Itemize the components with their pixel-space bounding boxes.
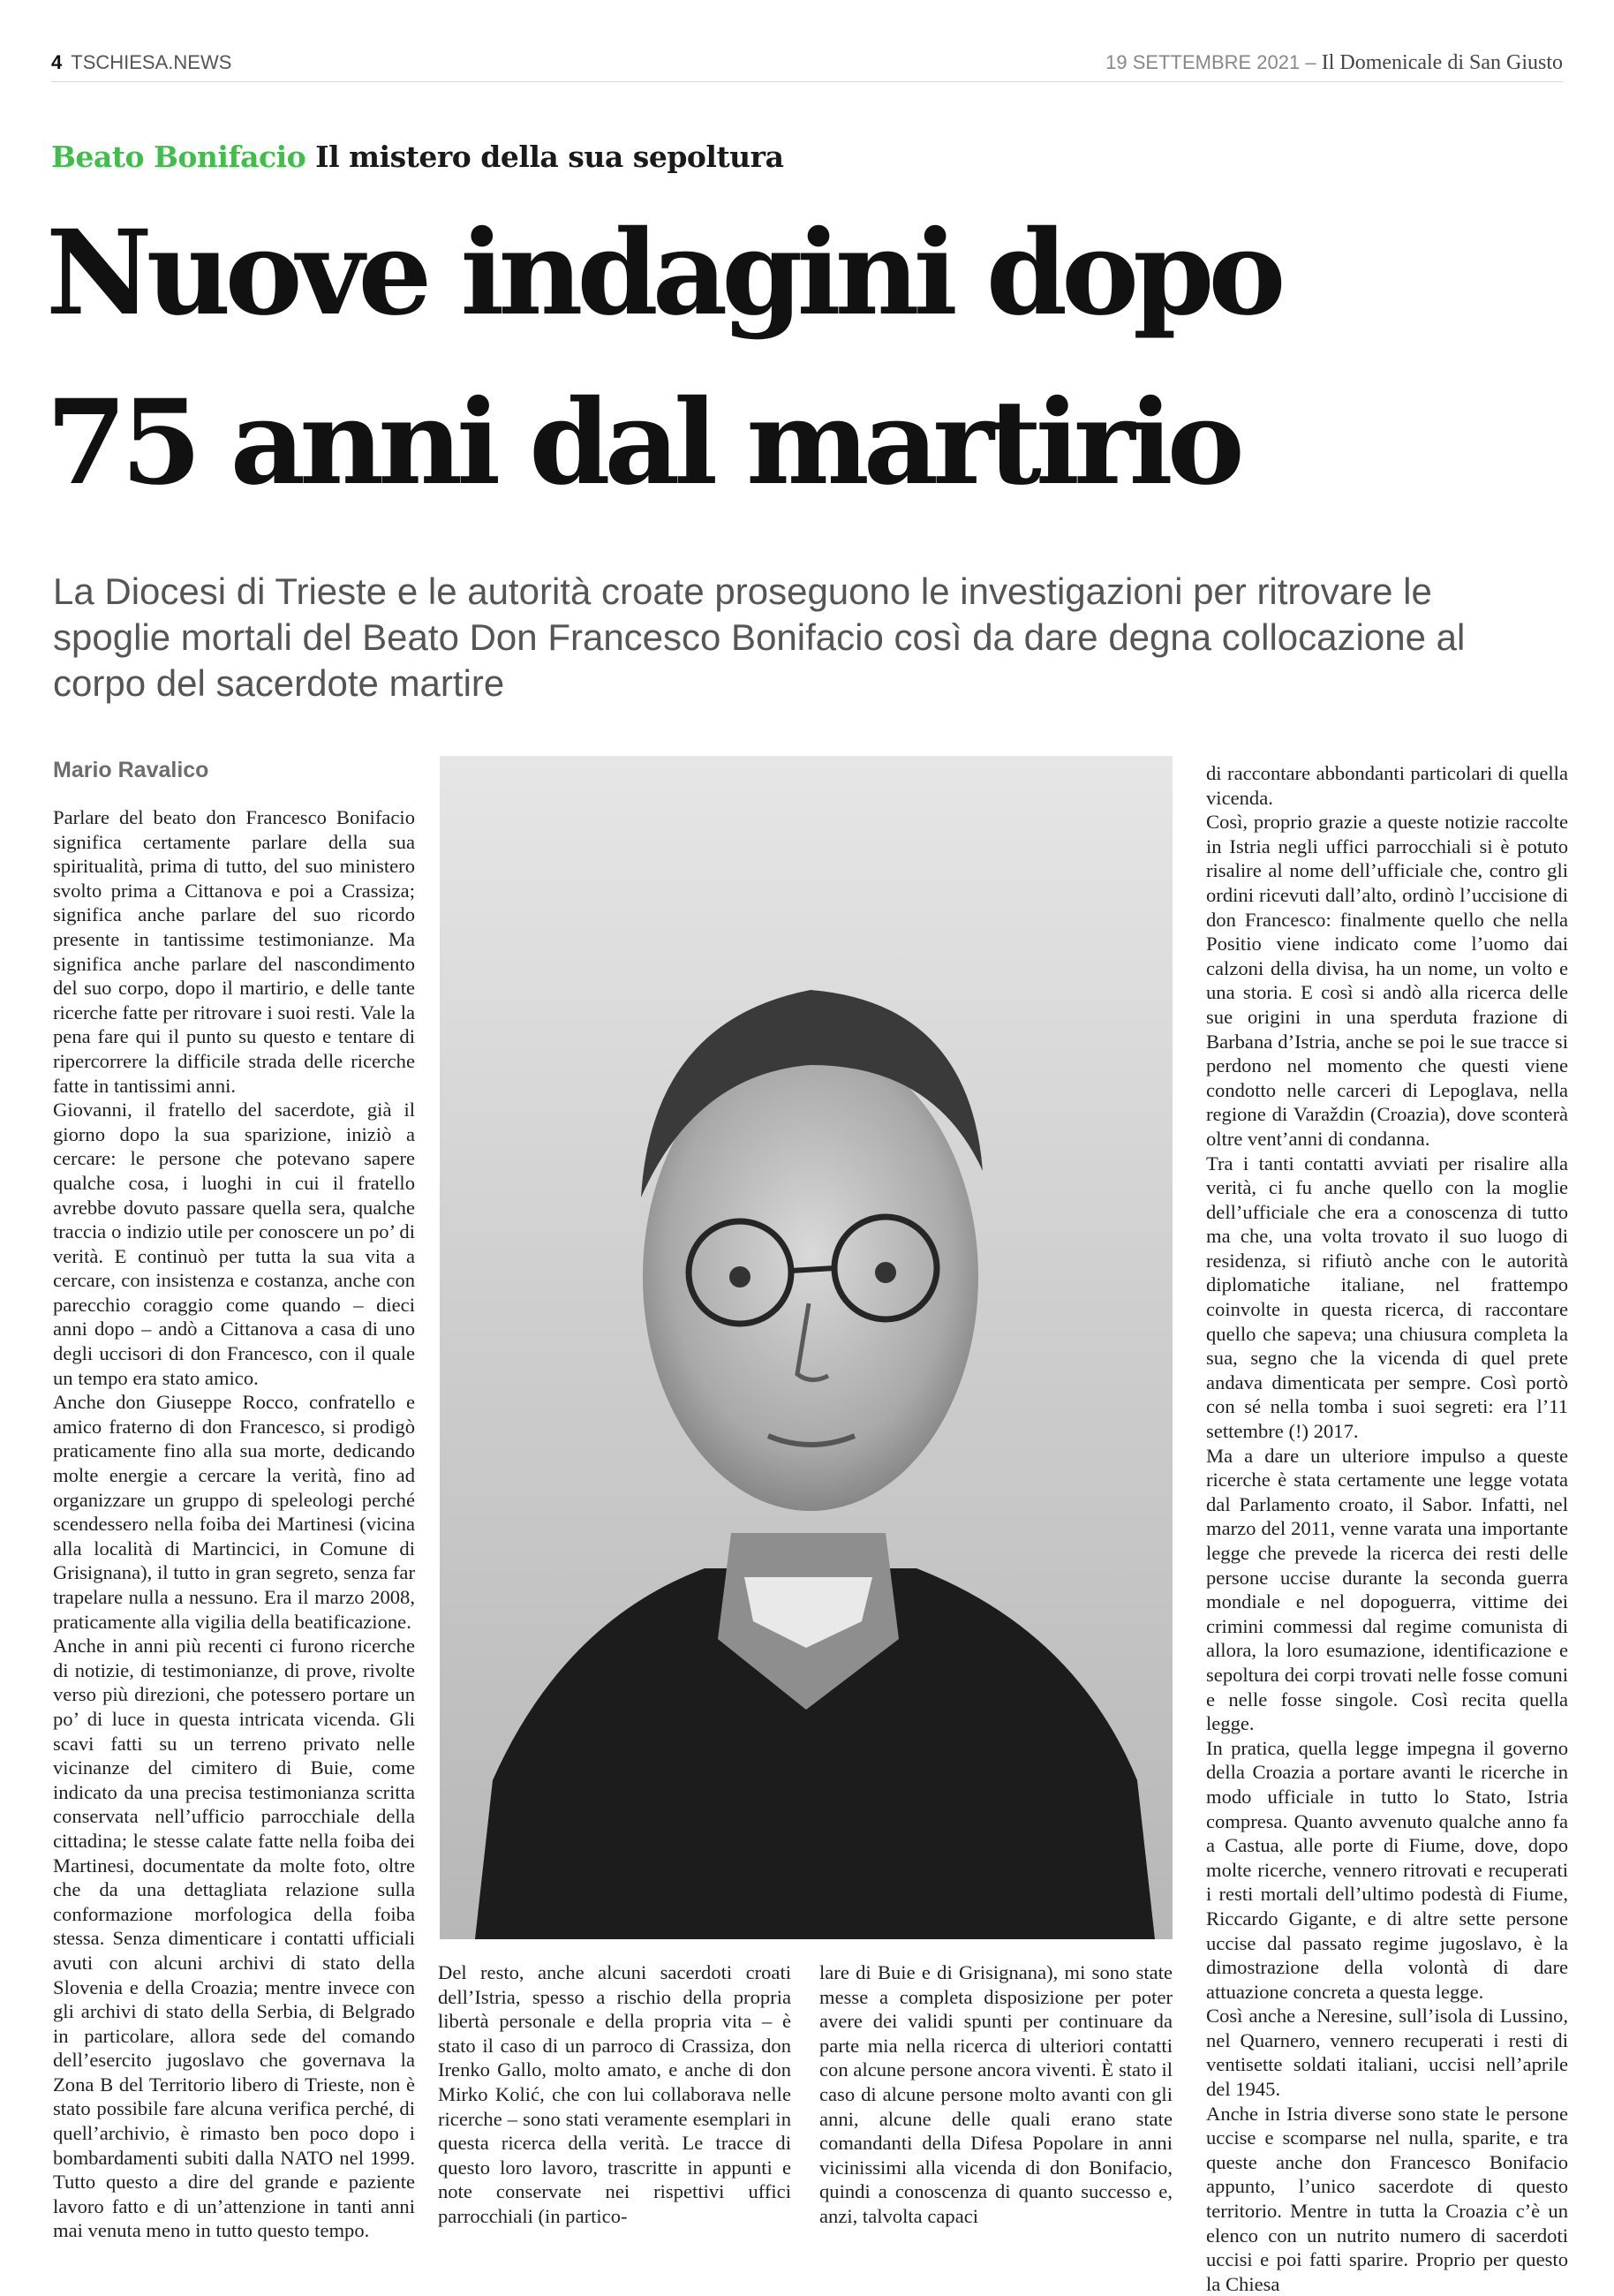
paragraph: Ma a dare un ulteriore impulso a queste ricerche è stata certamente une legge votata dal Parlamento croato, il Sabor. Infatti, nel marzo del 2011, venne varata una importante legge che prevede la ricerca dei resti delle persone uccise durante la seconda guerra mondiale e nel dopoguerra, vittime dei crimini commessi dal regime comunista di allora, la loro esumazione, identificazione e sepoltura dei corpi trovati nelle fosse comuni e nelle fosse singole. Così recita quella legge. [1206,1444,1568,1735]
headline [46,189,1565,528]
article-column-1 [53,805,415,2243]
paragraph: Del resto, anche alcuni sacerdoti croati dell’Istria, spesso a rischio della propria libertà personale e della propria vita – è stato il caso di un parroco di Crassiza, don Irenko Gallo, molto amato, e anche di don Mirko Kolić, che con lui collaborava nelle ricerche – sono stati veramente esemplari in questa ricerca della verità. Le tracce di questo loro lavoro, trascritte in appunti e note conservate nei rispettivi uffici parrocchiali (in partico- [438,1961,791,2227]
running-header [51,49,1563,82]
paragraph: di raccontare abbondanti particolari di quella vicenda. [1206,762,1568,809]
paragraph: Tra i tanti contatti avviati per risalire alla verità, ci fu anche quello con la moglie dell’ufficiale che era a conoscenza di tutto ma che, una volta trovato il suo luogo di residenza, si rifiutò anche con le autorità diplomatiche italiane, nel frattempo coinvolte in questa ricerca, di raccontare quello che sapeva; una chiusura completa la sua, segno che la vicenda di quel prete andava dimenticata per sempre. Così portò con sé nella tomba i suoi segreti: era l’11 settembre (!) 2017. [1206,1152,1568,1443]
issue-date: 19 SETTEMBRE 2021 – [1105,51,1316,73]
kicker-highlight: Beato Bonifacio [51,140,306,174]
article-column-2 [438,1960,791,2229]
byline: Mario Ravalico [53,758,209,782]
paragraph: Così, proprio grazie a queste notizie raccolte in Istria negli uffici parrocchiali si è potuto risalire al nome dell’ufficiale che, contro gli ordini ricevuti dall’alto, ordinò l’uccisione di don Francesco: finalmente quello che nella Positio viene indicato come l’uomo dai calzoni della divisa, ha un nome, un volto e una storia. E così si andò alla ricerca delle sue origini in una sperduta frazione di Barbana d’Istria, anche se poi le sue tracce si perdono nel momento che questi viene condotto nelle carceri di Lepoglava, nella regione di Varaždin (Croazia), dove sconterà oltre vent’anni di condanna. [1206,811,1568,1150]
kicker [51,140,783,174]
deck: La Diocesi di Trieste e le autorità croate proseguono le investigazioni per ritrovare le spoglie mortali del Beato Don Francesco Bonifacio così da dare degna collocazione al corpo del sacerdote martire [53,570,1466,704]
paper-name: Il Domenicale di San Giusto [1321,51,1563,74]
page-number: 4 [51,51,63,73]
paragraph: lare di Buie e di Grisignana), mi sono state messe a completa disposizione per poter avere dei validi spunti per continuare da parte mia nella ricerca di ulteriori contatti con alcune persone ancora viventi. È stato il caso di alcune persone molto avanti con gli anni, alcune delle quali erano state comandanti della Difesa Popolare in anni vicinissimi alla vicenda di don Bonifacio, quindi a conoscenza di quanto successo e, anzi, talvolta capaci [819,1961,1173,2227]
header-right [1105,51,1563,75]
portrait-photo [440,756,1173,1939]
article-column-3 [819,1960,1173,2229]
paragraph: Anche don Giuseppe Rocco, confratello e amico fraterno di don Francesco, si prodigò praticamente fino alla sua morte, dedicando molte energie a cercare la verità, fino ad organizzare un gruppo di speleologi perché scendessero nella foiba dei Martinesi (vicina alla località di Martincici, in Comune di Grisignana), il tutto in gran segreto, senza far trapelare nulla a nessuno. Era il marzo 2008, praticamente alla vigilia della beatificazione. [53,1391,415,1633]
paragraph: Giovanni, il fratello del sacerdote, già il giorno dopo la sua sparizione, iniziò a cercare: le persone che potevano sapere qualche cosa, i luoghi in cui il fratello avrebbe dovuto passare quella sera, qualche traccia o indizio utile per conoscere un po’ di verità. E continuò per tutta la sua vita a cercare, con insistenza e costanza, anche con parecchio coraggio come quando – dieci anni dopo – andò a Cittanova a casa di uno degli uccisori di don Francesco, con il quale un tempo era stato amico. [53,1099,415,1389]
paragraph: Anche in anni più recenti ci furono ricerche di notizie, di testimonianze, di prove, rivolte verso più direzioni, che potessero portare un po’ di luce in questa intricata vicenda. Gli scavi fatti su un terreno privato nelle vicinanze del cimitero di Buie, come indicato da una precisa testimonianza scritta conservata nell’ufficio parrocchiale della cittadina; le stesse calate fatte nella foiba dei Martinesi, documentate da molte foto, oltre che da una dettagliata relazione sulla conformazione morfologica della foiba stessa. Senza dimenticare i contatti ufficiali avuti con alcuni archivi di stato della Slovenia e della Croazia; mentre invece con gli archivi di stato della Serbia, di Belgrado in particolare, allora sede del comando dell’esercito jugoslavo che governava la Zona B del Territorio libero di Trieste, non è stato possibile fare alcuna verifica perché, di quell’archivio, è rimasto ben poco dopo i bombardamenti subiti dalla NATO nel 1999. Tutto questo a dire del grande e paziente lavoro fatto e di un’attenzione in tanti anni mai venuta meno in tutto questo tempo. [53,1635,415,2242]
site-name: TSCHIESA.NEWS [71,51,232,73]
paragraph: Parlare del beato don Francesco Bonifacio significa certamente parlare della sua spiritualità, prima di tutto, del suo ministero svolto prima a Cittanova e poi a Crassiza; significa anche parlare del suo ricordo presente in tantissime testimonianze. Ma significa anche parlare del nascondimento del suo corpo, dopo il martirio, e delle tante ricerche fatte per ritrovare i suoi resti. Vale la pena fare qui il punto su questo e tentare di ripercorrere la difficile strada delle ricerche fatte in tantissimi anni. [53,806,415,1097]
portrait-photo-icon [440,756,1173,1939]
header-left [51,51,231,74]
paragraph: Così anche a Neresine, sull’isola di Lussino, nel Quarnero, vennero recuperati i resti di ventisette soldati italiani, uccisi nell’aprile del 1945. [1206,2005,1568,2101]
paragraph: In pratica, quella legge impegna il governo della Croazia a portare avanti le ricerche in modo ufficiale in tutto lo Stato, Istria compresa. Quanto avvenuto qualche anno fa a Castua, alle porte di Fiume, dove, dopo molte ricerche, vennero ritrovati e recuperati i resti mortali dell’ultimo podestà di Fiume, Riccardo Gigante, e di altre sette persone uccise dal passato regime jugoslavo, è la dimostrazione della volontà di dare attuazione concreta a questa legge. [1206,1736,1568,2003]
kicker-rest: Il mistero della sua sepoltura [315,140,784,174]
article-column-4 [1206,761,1568,2296]
paragraph: Anche in Istria diverse sono state le persone uccise e scomparse nel nulla, sparite, e tra queste anche don Francesco Bonifacio appunto, l’unico sacerdote di questo territorio. Mentre in tutta la Croazia c’è un elenco con un nutrito numero di sacerdoti uccisi e poi fatti sparire. Proprio per questo la Chiesa [1206,2102,1568,2295]
headline-line-2: 75 anni dal martirio [46,374,1239,511]
headline-line-1: Nuove indagini dopo [46,205,1280,342]
